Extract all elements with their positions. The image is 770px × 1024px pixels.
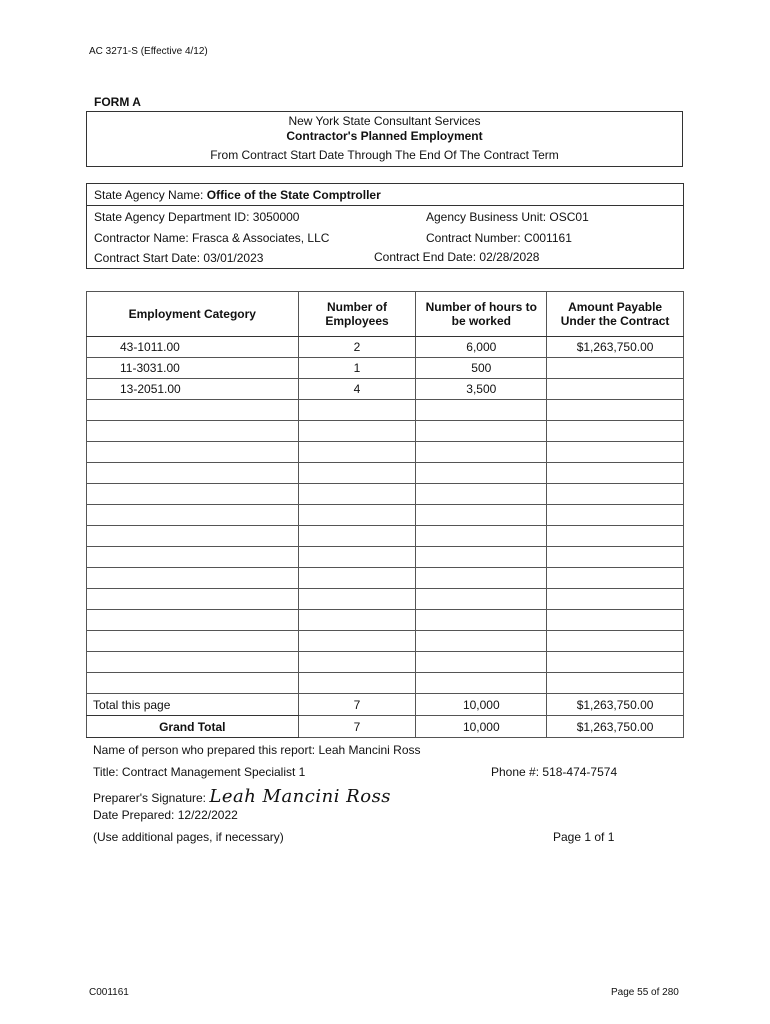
preparer-name-line xyxy=(93,743,421,757)
total-page-row xyxy=(87,694,684,716)
header-line-3: From Contract Start Date Through The End Of The Contract Term xyxy=(210,148,559,162)
phone-line xyxy=(491,765,617,779)
phone-value: 518-474-7574 xyxy=(542,765,618,779)
handwritten-signature: Leah Mancini Ross xyxy=(209,786,392,807)
grand-total-amount: $1,263,750.00 xyxy=(547,716,684,738)
row-amount xyxy=(547,379,684,400)
total-page-label: Total this page xyxy=(87,694,299,716)
row-employees: 1 xyxy=(298,358,416,379)
form-label: FORM A xyxy=(94,95,141,109)
empty-row xyxy=(87,505,684,526)
form-header-box xyxy=(86,111,683,167)
form-code: AC 3271-S (Effective 4/12) xyxy=(89,46,208,57)
empty-row xyxy=(87,526,684,547)
dept-id-label: State Agency Department ID: xyxy=(94,210,250,224)
end-date-value: 02/28/2028 xyxy=(479,250,540,264)
row-amount xyxy=(547,358,684,379)
date-prepared-line xyxy=(93,808,238,822)
signature-label: Preparer's Signature: xyxy=(93,791,207,805)
preparer-title-value: Contract Management Specialist 1 xyxy=(121,765,306,779)
empty-row xyxy=(87,484,684,505)
preparer-title-line xyxy=(93,765,305,779)
header-title: Contractor's Planned Employment xyxy=(286,129,483,143)
grand-total-hours: 10,000 xyxy=(416,716,547,738)
empty-row xyxy=(87,421,684,442)
employment-table xyxy=(86,291,684,738)
contractor-label: Contractor Name: xyxy=(94,231,189,245)
signature-line xyxy=(93,786,391,807)
table-row xyxy=(87,337,684,358)
form-page-of: Page 1 of 1 xyxy=(553,830,615,844)
business-unit-value: OSC01 xyxy=(549,210,589,224)
col-header-hours: Number of hours to be worked xyxy=(416,292,547,337)
empty-row xyxy=(87,610,684,631)
col-header-amount: Amount Payable Under the Contract xyxy=(547,292,684,337)
preparer-name-label: Name of person who prepared this report: xyxy=(93,743,316,757)
contract-number-value: C001161 xyxy=(524,231,572,245)
agency-name-value: Office of the State Comptroller xyxy=(206,188,381,202)
empty-row xyxy=(87,652,684,673)
table-header-row xyxy=(87,292,684,337)
footer-contract-id: C001161 xyxy=(89,987,129,998)
row-hours: 3,500 xyxy=(416,379,547,400)
dept-id-field xyxy=(94,210,299,224)
total-page-amount: $1,263,750.00 xyxy=(547,694,684,716)
agency-info-box xyxy=(86,183,684,269)
contract-number-field xyxy=(426,231,572,245)
total-page-hours: 10,000 xyxy=(416,694,547,716)
row-employees: 2 xyxy=(298,337,416,358)
contractor-value: Frasca & Associates, LLC xyxy=(192,231,330,245)
grand-total-label: Grand Total xyxy=(87,716,299,738)
grand-total-employees: 7 xyxy=(298,716,416,738)
business-unit-field xyxy=(426,210,589,224)
empty-row xyxy=(87,568,684,589)
business-unit-label: Agency Business Unit: xyxy=(426,210,547,224)
col-header-employees: Number of Employees xyxy=(298,292,416,337)
row-hours: 6,000 xyxy=(416,337,547,358)
preparer-title-label: Title: xyxy=(93,765,119,779)
row-category: 11-3031.00 xyxy=(87,358,299,379)
start-date-label: Contract Start Date: xyxy=(94,251,201,265)
end-date-field xyxy=(374,250,539,264)
row-hours: 500 xyxy=(416,358,547,379)
total-page-employees: 7 xyxy=(298,694,416,716)
empty-row xyxy=(87,589,684,610)
grand-total-row xyxy=(87,716,684,738)
dept-id-value: 3050000 xyxy=(252,210,300,224)
row-category: 13-2051.00 xyxy=(87,379,299,400)
contractor-field xyxy=(94,231,329,245)
header-line-1: New York State Consultant Services xyxy=(288,114,481,128)
empty-row xyxy=(87,463,684,484)
phone-label: Phone #: xyxy=(491,765,540,779)
col-header-category: Employment Category xyxy=(87,292,299,337)
agency-name-row xyxy=(87,184,683,206)
table-row xyxy=(87,379,684,400)
table-row xyxy=(87,358,684,379)
contract-number-label: Contract Number: xyxy=(426,231,521,245)
date-prepared-label: Date Prepared: xyxy=(93,808,175,822)
start-date-field xyxy=(94,251,263,265)
row-employees: 4 xyxy=(298,379,416,400)
end-date-label: Contract End Date: xyxy=(374,250,477,264)
empty-row xyxy=(87,442,684,463)
empty-row xyxy=(87,400,684,421)
empty-row xyxy=(87,547,684,568)
empty-row xyxy=(87,673,684,694)
date-prepared-value: 12/22/2022 xyxy=(177,808,238,822)
row-category: 43-1011.00 xyxy=(87,337,299,358)
row-amount: $1,263,750.00 xyxy=(547,337,684,358)
agency-name-label: State Agency Name: xyxy=(94,188,204,202)
footer-page-number: Page 55 of 280 xyxy=(611,987,679,998)
preparer-name-value: Leah Mancini Ross xyxy=(318,743,421,757)
additional-pages-note: (Use additional pages, if necessary) xyxy=(93,830,284,844)
start-date-value: 03/01/2023 xyxy=(203,251,264,265)
empty-row xyxy=(87,631,684,652)
